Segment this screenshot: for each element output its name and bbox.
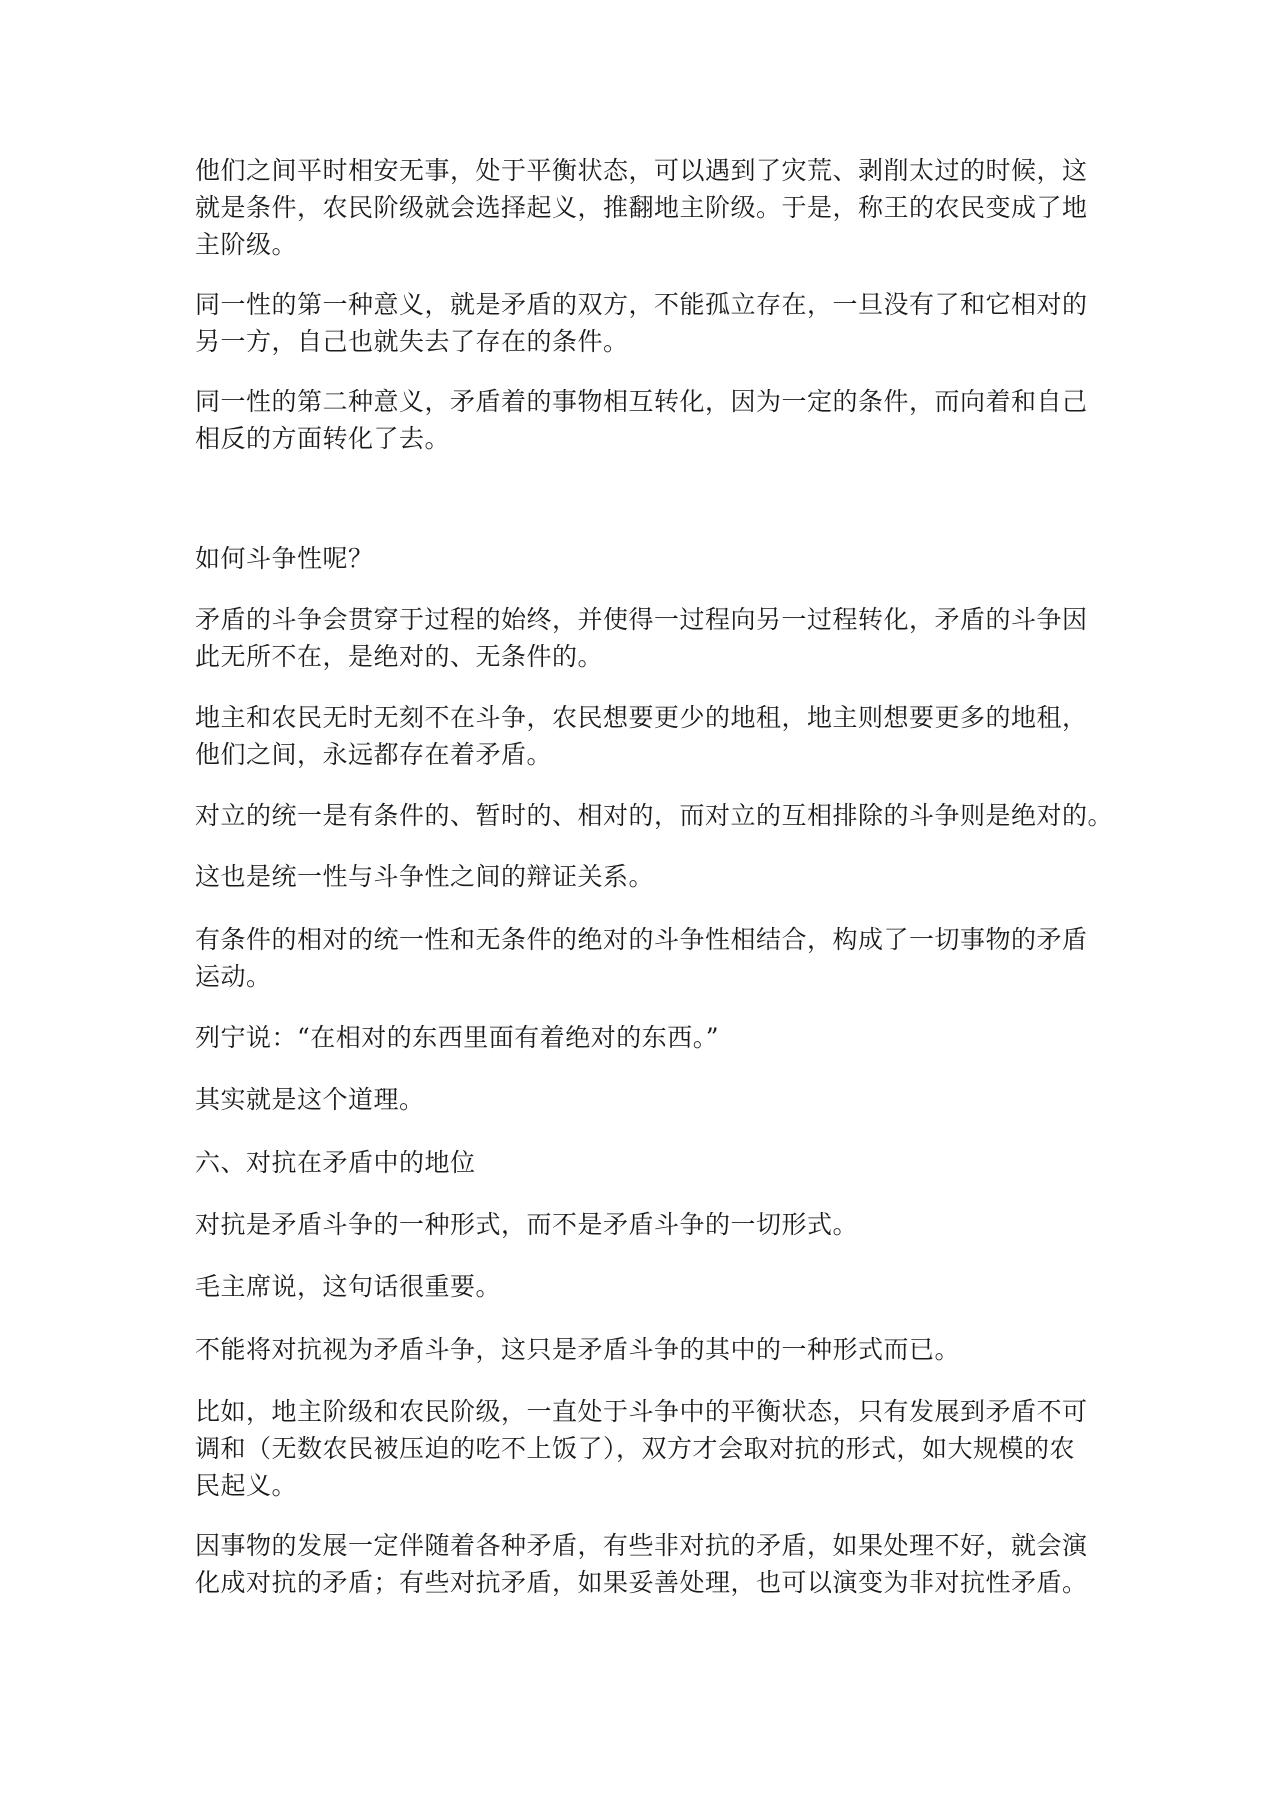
paragraph-line: 就是条件，农民阶级就会选择起义，推翻地主阶级。于是，称王的农民变成了地 bbox=[195, 193, 1088, 222]
paragraph-line: 同一性的第二种意义，矛盾着的事物相互转化，因为一定的条件，而向着和自己 bbox=[195, 387, 1088, 416]
paragraph-line: 主阶级。 bbox=[195, 230, 298, 259]
paragraph-9 bbox=[195, 921, 1095, 995]
section-heading bbox=[195, 1144, 1095, 1181]
paragraph-1 bbox=[195, 152, 1095, 263]
paragraph-line: 六、对抗在矛盾中的地位 bbox=[195, 1148, 476, 1177]
paragraph-line: 比如，地主阶级和农民阶级，一直处于斗争中的平衡状态，只有发展到矛盾不可 bbox=[195, 1397, 1088, 1426]
paragraph-line: 矛盾的斗争会贯穿于过程的始终，并使得一过程向另一过程转化，矛盾的斗争因 bbox=[195, 605, 1088, 634]
paragraph-5 bbox=[195, 601, 1095, 675]
paragraph-line: 毛主席说，这句话很重要。 bbox=[195, 1272, 502, 1301]
paragraph-line: 因事物的发展一定伴随着各种矛盾，有些非对抗的矛盾，如果处理不好，就会演 bbox=[195, 1531, 1088, 1560]
paragraph-line: 调和（无数农民被压迫的吃不上饭了），双方才会取对抗的形式，如大规模的农 bbox=[195, 1434, 1076, 1463]
paragraph-line: 此无所不在，是绝对的、无条件的。 bbox=[195, 642, 604, 671]
paragraph-line: 如何斗争性呢？ bbox=[195, 544, 374, 573]
paragraph-line: 运动。 bbox=[195, 962, 272, 991]
paragraph-10 bbox=[195, 1019, 1095, 1056]
paragraph-line: 另一方，自己也就失去了存在的条件。 bbox=[195, 327, 629, 356]
paragraph-15 bbox=[195, 1331, 1095, 1368]
paragraph-13 bbox=[195, 1206, 1095, 1243]
paragraph-line: 同一性的第一种意义，就是矛盾的双方，不能孤立存在，一旦没有了和它相对的 bbox=[195, 290, 1088, 319]
paragraph-line: 不能将对抗视为矛盾斗争，这只是矛盾斗争的其中的一种形式而已。 bbox=[195, 1335, 961, 1364]
paragraph-17 bbox=[195, 1527, 1095, 1601]
paragraph-line: 他们之间，永远都存在着矛盾。 bbox=[195, 740, 553, 769]
paragraph-line: 对立的统一是有条件的、暂时的、相对的，而对立的互相排除的斗争则是绝对的。 bbox=[195, 801, 1114, 830]
paragraph-4 bbox=[195, 540, 1095, 577]
paragraph-line: 他们之间平时相安无事，处于平衡状态，可以遇到了灾荒、剥削太过的时候，这 bbox=[195, 156, 1088, 185]
paragraph-line: 对抗是矛盾斗争的一种形式，而不是矛盾斗争的一切形式。 bbox=[195, 1210, 859, 1239]
paragraph-11 bbox=[195, 1081, 1095, 1118]
paragraph-line: 列宁说：“在相对的东西里面有着绝对的东西。” bbox=[195, 1023, 720, 1052]
paragraph-6 bbox=[195, 699, 1095, 773]
paragraph-line: 民起义。 bbox=[195, 1471, 298, 1500]
paragraph-3 bbox=[195, 383, 1095, 457]
paragraph-line: 其实就是这个道理。 bbox=[195, 1085, 425, 1114]
paragraph-14 bbox=[195, 1268, 1095, 1305]
paragraph-7 bbox=[195, 797, 1114, 834]
paragraph-line: 有条件的相对的统一性和无条件的绝对的斗争性相结合，构成了一切事物的矛盾 bbox=[195, 925, 1088, 954]
paragraph-line: 化成对抗的矛盾；有些对抗矛盾，如果妥善处理，也可以演变为非对抗性矛盾。 bbox=[195, 1568, 1088, 1597]
paragraph-2 bbox=[195, 286, 1095, 360]
paragraph-line: 地主和农民无时无刻不在斗争，农民想要更少的地租，地主则想要更多的地租， bbox=[195, 703, 1088, 732]
paragraph-line: 相反的方面转化了去。 bbox=[195, 424, 451, 453]
paragraph-8 bbox=[195, 858, 1095, 895]
paragraph-16 bbox=[195, 1393, 1095, 1504]
paragraph-line: 这也是统一性与斗争性之间的辩证关系。 bbox=[195, 862, 655, 891]
